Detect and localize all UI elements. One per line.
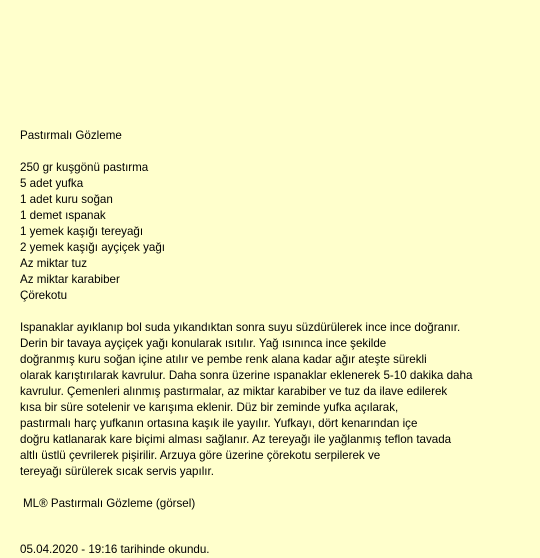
recipe-title: Pastırmalı Gözleme: [20, 129, 122, 142]
instruction-line: altlı üstlü çevrilerek pişirilir. Arzuya göre üzerine çörekotu serpilerek ve: [20, 449, 381, 462]
instructions: [20, 320, 532, 480]
ingredient-item: Çörekotu: [20, 289, 68, 302]
ingredient-item: Az miktar karabiber: [20, 273, 120, 286]
instruction-line: pastırmalı harç yufkanın ortasına kaşık ile yayılır. Yufkayı, dört kenarından içe: [20, 417, 418, 430]
instruction-line: Ispanaklar ayıklanıp bol suda yıkandıktan sonra suyu süzdürülerek ince ince doğranır.: [20, 321, 461, 334]
ingredient-item: 250 gr kuşgönü pastırma: [20, 161, 149, 174]
instruction-line: tereyağı sürülerek sıcak servis yapılır.: [20, 465, 214, 478]
recipe-content: [20, 128, 532, 512]
ingredient-item: 1 yemek kaşığı tereyağı: [20, 225, 144, 238]
instruction-line: doğranmış kuru soğan içine atılır ve pembe renk alana kadar ağır ateşte sürekli: [20, 353, 427, 366]
ingredient-item: 1 adet kuru soğan: [20, 193, 113, 206]
instruction-line: kavrulur. Çemenleri alınmış pastırmalar, az miktar karabiber ve tuz da ilave edilerek: [20, 385, 448, 398]
instruction-line: doğru katlanarak kare biçimi alması sağlanır. Az tereyağı ile yağlanmış teflon tavada: [20, 433, 452, 446]
ingredient-item: 2 yemek kaşığı ayçiçek yağı: [20, 241, 165, 254]
ingredient-item: Az miktar tuz: [20, 257, 87, 270]
instruction-line: Derin bir tavaya ayçiçek yağı konularak ısıtılır. Yağ ısınınca ince şekilde: [20, 337, 387, 350]
ingredients-list: [20, 160, 532, 304]
image-caption: ML® Pastırmalı Gözleme (görsel): [23, 497, 196, 510]
instruction-line: olarak karıştırılarak kavrulur. Daha sonra üzerine ıspanaklar eklenerek 5-10 dakika daha: [20, 369, 473, 382]
ingredient-item: 5 adet yufka: [20, 177, 84, 190]
ingredient-item: 1 demet ıspanak: [20, 209, 106, 222]
instruction-line: kısa bir süre sotelenir ve karışıma eklenir. Düz bir zeminde yufka açılarak,: [20, 401, 399, 414]
read-date-text: 05.04.2020 - 19:16 tarihinde okundu.: [20, 543, 210, 556]
